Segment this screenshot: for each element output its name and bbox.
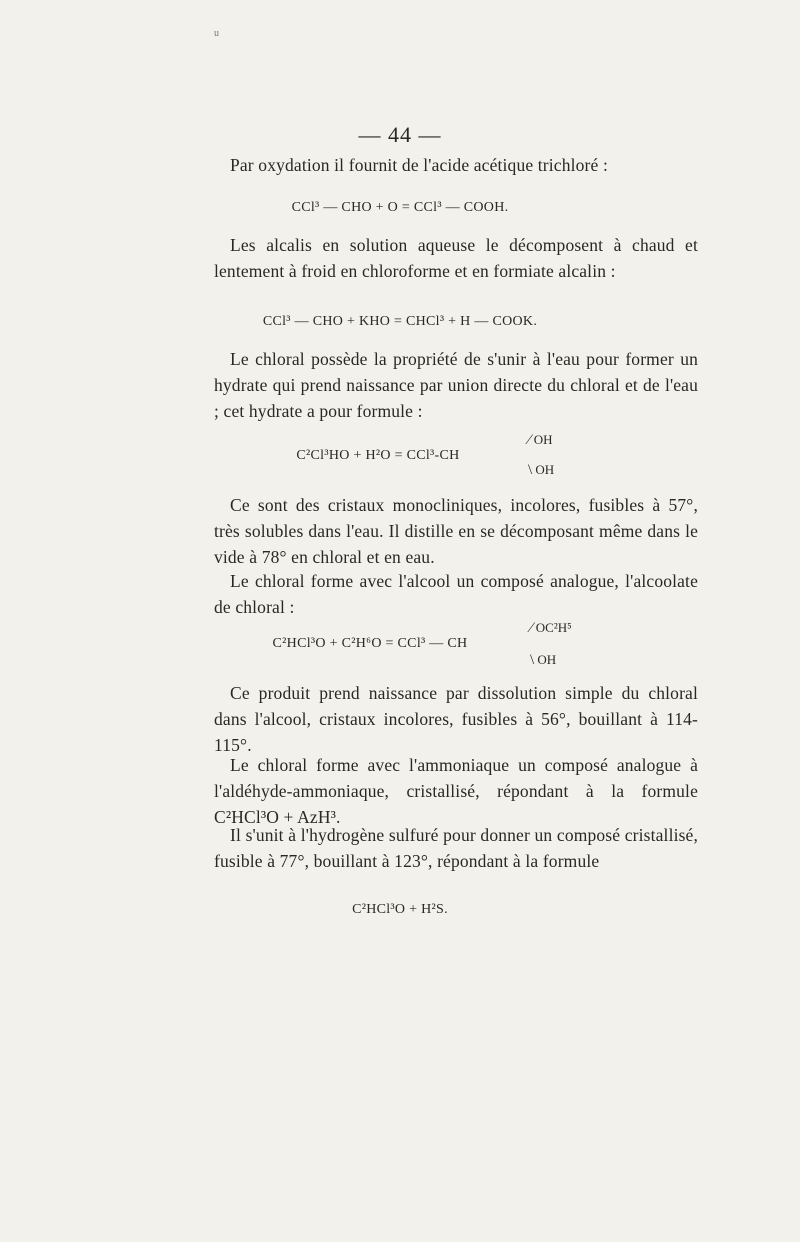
bond-down-symbol: \ xyxy=(530,652,535,668)
formula-hydrate-bottom-group: OH xyxy=(535,462,555,477)
paragraph-crystals: Ce sont des cristaux monocliniques, incolores, fusibles à 57°, très solubles dans l'eau. Il distille en se décomposant même dans le vide à 78° en chloral et en eau. xyxy=(214,495,698,567)
formula-hydrogen-sulfide: C²HCl³O + H²S. xyxy=(352,902,448,917)
formula-oxidation: CCl³ — CHO + O = CCl³ — COOH. xyxy=(291,200,509,215)
formula-hydrate-branch-top xyxy=(528,432,553,449)
paragraph-ammonia: Le chloral forme avec l'ammoniaque un composé analogue à l'aldéhyde-ammoniaque, cristallisé, répondant à la formule C²HCl³O + AzH³. xyxy=(214,755,698,827)
formula-alcoholate-main: C²HCl³O + C²H⁶O = CCl³ — CH xyxy=(272,636,468,651)
formula-alcoholate-top-group: OC²H⁵ xyxy=(535,620,572,635)
paragraph-dissolution: Ce produit prend naissance par dissolution simple du chloral dans l'alcool, cristaux incolores, fusibles à 56°, bouillant à 114-115°. xyxy=(214,683,698,755)
formula-hydrate-top-group: OH xyxy=(533,432,553,447)
formula-hydrate-branch-bottom xyxy=(528,462,554,479)
formula-alcoholate-branch-bottom xyxy=(530,652,556,669)
formula-hydrate-main: C²Cl³HO + H²O = CCl³-CH xyxy=(296,448,460,463)
paragraph-alcoholate: Le chloral forme avec l'alcool un composé analogue, l'alcoolate de chloral : xyxy=(214,571,698,617)
paragraph-hydrogen-sulfide: Il s'unit à l'hydrogène sulfuré pour donner un composé cristallisé, fusible à 77°, bouillant à 123°, répondant à la formule xyxy=(214,825,698,871)
bond-down-symbol: \ xyxy=(528,462,533,478)
formula-alcoholate-branch-top xyxy=(530,620,572,637)
bond-up-symbol: ⁄ xyxy=(528,432,531,448)
page-speck-mark: u xyxy=(214,28,219,39)
formula-alcoholate-bottom-group: OH xyxy=(537,652,557,667)
paragraph-alkalis: Les alcalis en solution aqueuse le décomposent à chaud et lentement à froid en chloroforme et en formiate alcalin : xyxy=(214,235,698,281)
formula-alkalis: CCl³ — CHO + KHO = CHCl³ + H — COOK. xyxy=(262,314,538,329)
bond-up-symbol: ⁄ xyxy=(530,620,533,636)
page-number: — 44 — xyxy=(358,122,442,147)
paragraph-hydrate: Le chloral possède la propriété de s'unir à l'eau pour former un hydrate qui prend naissance par union directe du chloral et de l'eau ; cet hydrate a pour formule : xyxy=(214,349,698,421)
paragraph-oxidation: Par oxydation il fournit de l'acide acétique trichloré : xyxy=(230,155,608,175)
